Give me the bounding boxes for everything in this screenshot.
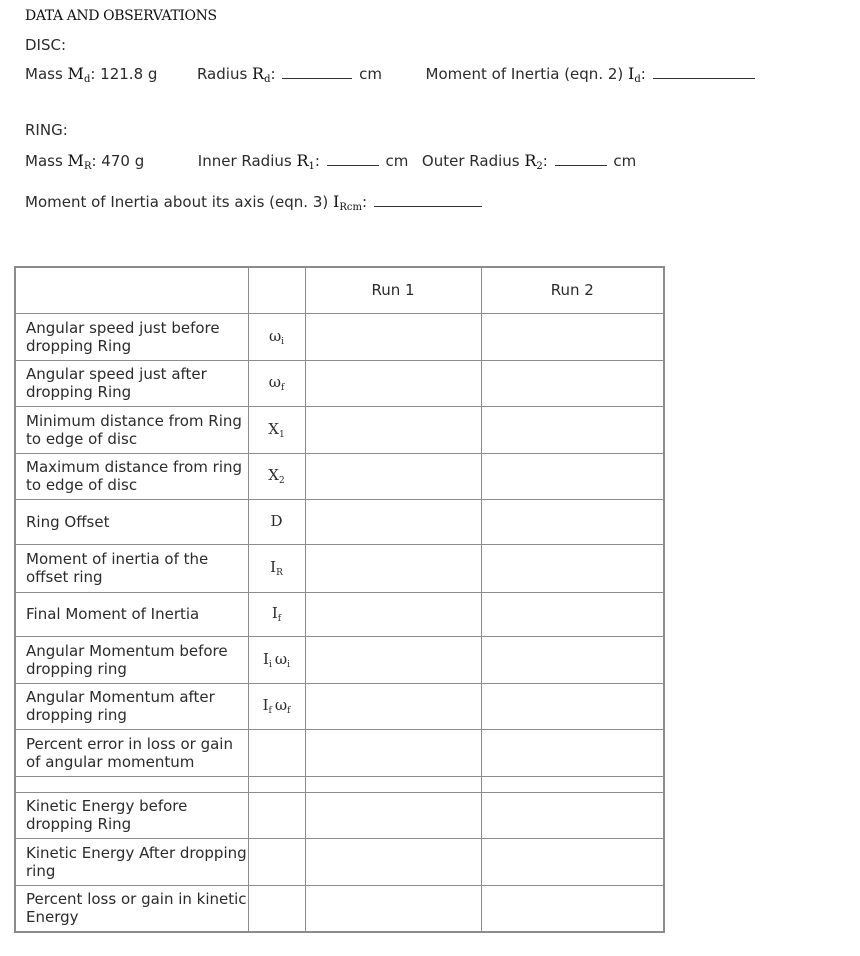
entry-cell-run1[interactable] xyxy=(305,592,481,636)
entry-cell-run2[interactable] xyxy=(481,453,664,499)
table-row xyxy=(15,636,664,683)
row-symbol: $I_f$ $\omega_f$ xyxy=(248,683,305,729)
entry-cell-run1[interactable] xyxy=(305,360,481,406)
ring-moi-label: Moment of Inertia about its axis (eqn. 3) xyxy=(25,193,329,211)
entry-cell-run2[interactable] xyxy=(481,729,664,776)
ring-moi-blank[interactable] xyxy=(374,192,482,207)
disc-section-label: DISC: xyxy=(25,36,67,54)
entry-cell-run1[interactable] xyxy=(305,544,481,592)
observations-table xyxy=(14,266,665,933)
row-symbol: $I_R$ xyxy=(248,544,305,592)
row-symbol: D xyxy=(248,499,305,544)
disc-mass-symbol: $M_d$ xyxy=(67,64,91,85)
table-row xyxy=(15,838,664,885)
row-label: Minimum distance from Ring to edge of disc xyxy=(15,406,248,453)
header-cell-label xyxy=(15,267,248,313)
row-label: Ring Offset xyxy=(15,499,248,544)
table-row xyxy=(15,885,664,932)
entry-cell-run1[interactable] xyxy=(305,776,481,792)
disc-moi-blank[interactable] xyxy=(653,64,755,79)
entry-cell-run1[interactable] xyxy=(305,313,481,360)
ring-inner-symbol: $R_1$ xyxy=(296,151,315,172)
entry-cell-run1[interactable] xyxy=(305,838,481,885)
row-label: Moment of inertia of the offset ring xyxy=(15,544,248,592)
table-row xyxy=(15,729,664,776)
entry-cell-run2[interactable] xyxy=(481,499,664,544)
row-label: Angular Momentum after dropping ring xyxy=(15,683,248,729)
disc-moi-symbol: $I_d$ xyxy=(628,64,641,85)
row-symbol: $\omega_i$ xyxy=(248,313,305,360)
row-label: Percent error in loss or gain of angular momentum xyxy=(15,729,248,776)
disc-moi-label: Moment of Inertia (eqn. 2) xyxy=(425,65,624,83)
entry-cell-run2[interactable] xyxy=(481,776,664,792)
row-label: Kinetic Energy before dropping Ring xyxy=(15,792,248,838)
disc-radius-label: Radius xyxy=(196,65,248,83)
row-label: Final Moment of Inertia xyxy=(15,592,248,636)
disc-radius-symbol: $R_d$ xyxy=(252,64,271,85)
ring-inner-label: Inner Radius xyxy=(197,152,292,170)
page-title: DATA AND OBSERVATIONS xyxy=(25,8,217,24)
ring-outer-blank[interactable] xyxy=(555,151,607,166)
disc-mass-label: Mass xyxy=(25,65,63,83)
header-cell-run1: Run 1 xyxy=(305,267,481,313)
entry-cell-run1[interactable] xyxy=(305,683,481,729)
disc-params-line: Mass $M_d$: 121.8 g Radius $R_d$: cm Moment of Inertia (eqn. 2) $I_d$: xyxy=(25,64,757,85)
row-symbol: $\omega_f$ xyxy=(248,360,305,406)
ring-params-line: Mass $M_R$: 470 g Inner Radius $R_1$: cm Outer Radius $R_2$: cm xyxy=(25,151,637,172)
entry-cell-run2[interactable] xyxy=(481,406,664,453)
row-label: Angular speed just after dropping Ring xyxy=(15,360,248,406)
row-symbol xyxy=(248,729,305,776)
row-label: Maximum distance from ring to edge of disc xyxy=(15,453,248,499)
row-symbol: $I_f$ xyxy=(248,592,305,636)
ring-outer-label: Outer Radius xyxy=(421,152,520,170)
row-label xyxy=(15,776,248,792)
entry-cell-run1[interactable] xyxy=(305,453,481,499)
entry-cell-run2[interactable] xyxy=(481,636,664,683)
table-row xyxy=(15,683,664,729)
disc-radius-blank[interactable] xyxy=(282,64,352,79)
row-label: Angular Momentum before dropping ring xyxy=(15,636,248,683)
entry-cell-run1[interactable] xyxy=(305,885,481,932)
entry-cell-run2[interactable] xyxy=(481,313,664,360)
ring-outer-unit: cm xyxy=(613,152,637,170)
entry-cell-run1[interactable] xyxy=(305,729,481,776)
row-label: Kinetic Energy After dropping ring xyxy=(15,838,248,885)
ring-moi-symbol: $I_{Rcm}$ xyxy=(333,192,362,213)
table-row xyxy=(15,592,664,636)
disc-mass-value: : 121.8 g xyxy=(90,65,158,83)
entry-cell-run2[interactable] xyxy=(481,885,664,932)
table-row xyxy=(15,499,664,544)
entry-cell-run2[interactable] xyxy=(481,838,664,885)
table-row xyxy=(15,453,664,499)
row-symbol: $X_2$ xyxy=(248,453,305,499)
table-row xyxy=(15,313,664,360)
header-cell-symbol xyxy=(248,267,305,313)
entry-cell-run1[interactable] xyxy=(305,499,481,544)
entry-cell-run2[interactable] xyxy=(481,792,664,838)
entry-cell-run2[interactable] xyxy=(481,360,664,406)
table-row xyxy=(15,792,664,838)
row-symbol xyxy=(248,792,305,838)
entry-cell-run1[interactable] xyxy=(305,792,481,838)
ring-inner-unit: cm xyxy=(385,152,409,170)
row-symbol xyxy=(248,838,305,885)
entry-cell-run1[interactable] xyxy=(305,406,481,453)
ring-mass-symbol: $M_R$ xyxy=(67,151,92,172)
entry-cell-run2[interactable] xyxy=(481,544,664,592)
row-symbol xyxy=(248,885,305,932)
ring-outer-symbol: $R_2$ xyxy=(524,151,543,172)
table-row xyxy=(15,360,664,406)
ring-moi-line: Moment of Inertia about its axis (eqn. 3) $I_{Rcm}$: xyxy=(25,192,484,213)
row-symbol: $X_1$ xyxy=(248,406,305,453)
ring-mass-label: Mass xyxy=(25,152,63,170)
ring-section-label: RING: xyxy=(25,121,68,139)
ring-mass-value: : 470 g xyxy=(91,152,145,170)
table-row xyxy=(15,776,664,792)
table-header-row xyxy=(15,267,664,313)
ring-inner-blank[interactable] xyxy=(327,151,379,166)
row-label: Angular speed just before dropping Ring xyxy=(15,313,248,360)
disc-radius-unit: cm xyxy=(359,65,382,83)
table-row xyxy=(15,544,664,592)
entry-cell-run2[interactable] xyxy=(481,683,664,729)
row-symbol xyxy=(248,776,305,792)
row-label: Percent loss or gain in kinetic Energy xyxy=(15,885,248,932)
entry-cell-run2[interactable] xyxy=(481,592,664,636)
header-cell-run2: Run 2 xyxy=(481,267,664,313)
row-symbol: $I_i$ $\omega_i$ xyxy=(248,636,305,683)
entry-cell-run1[interactable] xyxy=(305,636,481,683)
table-row xyxy=(15,406,664,453)
